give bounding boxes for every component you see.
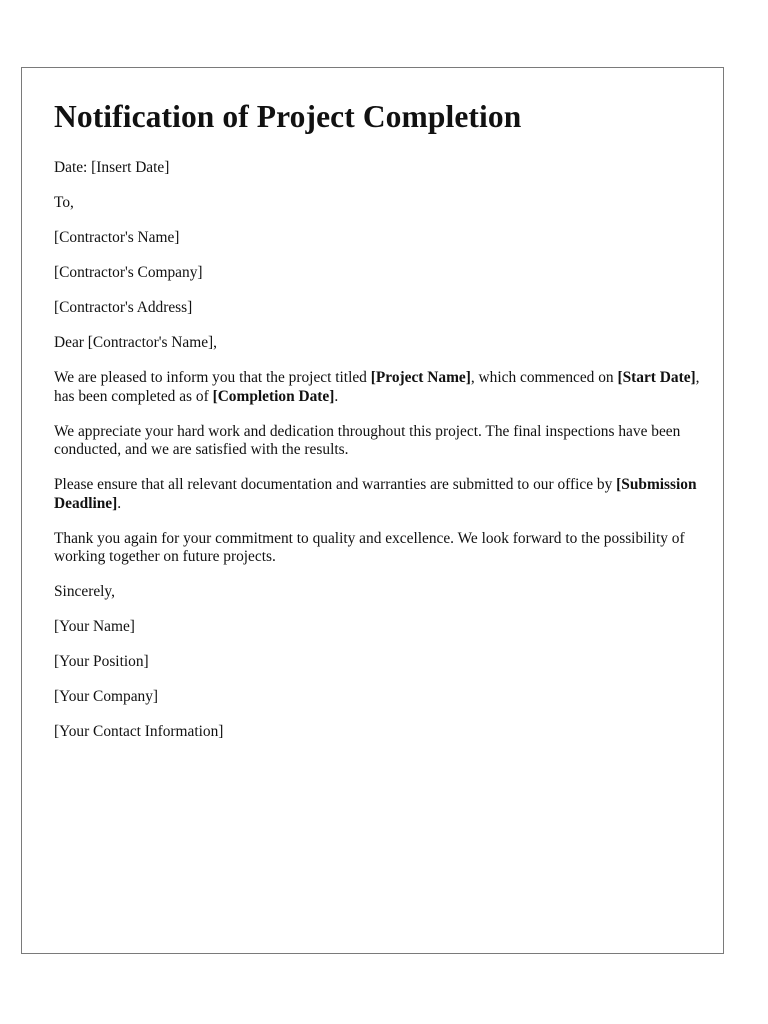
letter-title: Notification of Project Completion (54, 99, 522, 134)
paragraph-appreciation: We appreciate your hard work and dedication throughout this project. The final inspections have been conducted, and we are satisfied with the results. (54, 422, 681, 458)
completion-date-placeholder: [Completion Date] (212, 387, 335, 405)
start-date-placeholder: [Start Date] (617, 369, 696, 386)
submission-deadline-placeholder: [Submission Deadline] (54, 476, 697, 512)
project-name-placeholder: [Project Name] (370, 369, 471, 386)
sender-name: [Your Name] (54, 618, 135, 635)
sender-contact: [Your Contact Information] (54, 723, 224, 740)
letter-page (21, 67, 724, 954)
para1-text-1: We are pleased to inform you that the project titled (54, 369, 371, 386)
para1-text-4: . (334, 387, 339, 405)
para1-text-2: , which commenced on (470, 369, 618, 386)
paragraph-documentation (54, 476, 704, 513)
sender-company: [Your Company] (54, 688, 159, 705)
letter-body (54, 98, 704, 758)
para3-text-1: Please ensure that all relevant documentation and warranties are submitted to our office by (54, 476, 617, 493)
closing: Sincerely, (54, 583, 115, 600)
paragraph-thanks: Thank you again for your commitment to quality and excellence. We look forward to the possibility of working together on future projects. (54, 529, 685, 565)
para1-text-3: , has been completed as of (54, 369, 700, 405)
sender-position: [Your Position] (54, 653, 149, 670)
paragraph-project-completed (54, 369, 704, 406)
salutation: Dear [Contractor's Name], (54, 334, 218, 351)
recipient-company: [Contractor's Company] (54, 264, 203, 281)
recipient-name: [Contractor's Name] (54, 229, 180, 246)
to-line: To, (54, 194, 74, 211)
para3-text-2: . (117, 494, 122, 512)
recipient-address: [Contractor's Address] (54, 299, 193, 316)
date-line: Date: [Insert Date] (54, 159, 170, 176)
